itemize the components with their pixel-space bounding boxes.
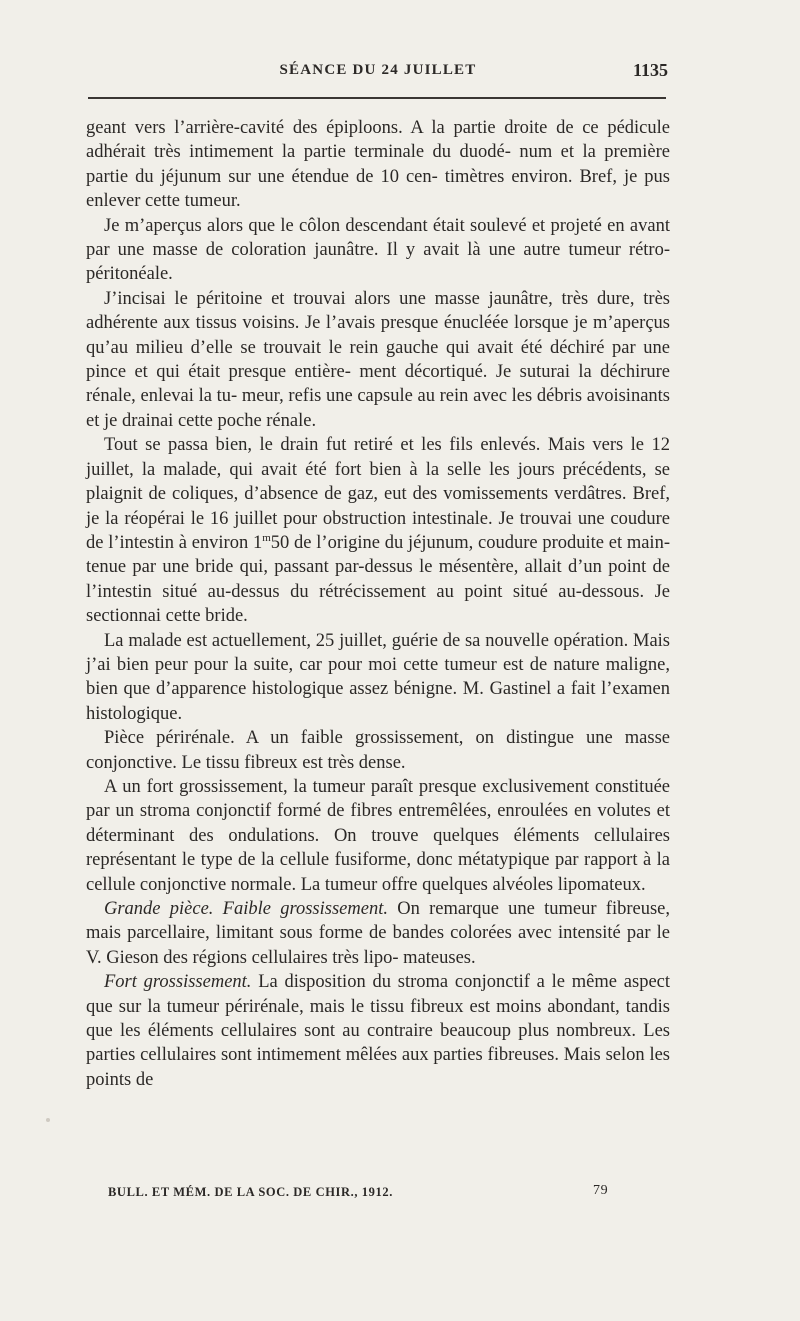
paragraph-4-continuation: 50 de l’origine du jéjunum, coudure produite et main- tenue par une bride qui, passant par-dessus le mésentère, allait d’un point de l’intestin situé au-dessus du rétrécissement au point situé au-dessous. Je sectionnai cette bride.	[86, 532, 670, 627]
paragraph-7: A un fort grossissement, la tumeur paraît presque exclusivement constituée par un stroma conjonctif formé de fibres entremêlées, enroulées en volutes et déterminant des ondulations. On trouve quelques éléments cellulaires représentant le type de la cellule fusiforme, donc métatypique par rapport à la cellule conjonctive normale. La tumeur offre quelques alvéoles lipomateux.	[86, 776, 670, 895]
running-head	[88, 60, 668, 86]
paper-speck	[46, 1118, 50, 1122]
paragraph-1: geant vers l’arrière-cavité des épiploons. A la partie droite de ce pédicule adhérait très intimement la partie terminale du duodé- num et la première partie du jéjunum sur une étendue de 10 cen- timètres environ. Bref, je pus enlever cette tumeur.	[86, 118, 670, 212]
paragraph-9	[86, 970, 670, 1092]
footer-signature-mark: 79	[593, 1183, 609, 1198]
paragraph-5: La malade est actuellement, 25 juillet, guérie de sa nouvelle opération. Mais j’ai bien peur pour la suite, car pour moi cette tumeur est de nature maligne, bien que d’apparence histologique assez bénigne. M. Gastinel a fait l’examen histologique.	[86, 630, 670, 724]
header-rule	[88, 97, 666, 99]
paragraph-8-heading: Grande pièce. Faible grossissement.	[104, 899, 388, 919]
paragraph-4-superscript: m	[262, 531, 271, 544]
paragraph-9-text: La disposition du stroma conjonctif a le même aspect que sur la tumeur périrénale, mais le tissu fibreux est moins abondant, tandis que les éléments cellulaires sont au contraire beaucoup plus nombreux. Les parties cellulaires sont intimement mêlées aux parties fibreuses. Mais selon les points de	[86, 972, 671, 1090]
paragraph-3: J’incisai le péritoine et trouvai alors une masse jaunâtre, très dure, très adhérente aux tissus voisins. Je l’avais presque énucléée lorsque je m’aperçus qu’au milieu d’elle se trouvait le rein gauche qui avait été déchiré par une pince et qui était presque entière- ment décortiqué. Je suturai la déchirure rénale, enlevai la tu- meur, refis une capsule au rein avec les débris avoisinants et je drainai cette poche rénale.	[86, 288, 670, 431]
paragraph-8-text: On remarque une tumeur fibreuse, mais parcellaire, limitant sous forme de bandes colorées avec intensité par le V. Gieson des régions cellulaires très lipo- mateuses.	[86, 899, 670, 968]
paragraph-4-text: Tout se passa bien, le drain fut retiré et les fils enlevés. Mais vers le 12 juillet, la malade, qui avait été fort bien à la selle les jours précédents, se plaignit de coliques, d’absence de gaz, eut des vomissements verdâtres. Bref, je la réopérai le 16 juillet pour obstruction intestinale. Je trouvai une coudure de l’intestin à environ 1	[86, 435, 670, 553]
body-text	[86, 116, 670, 1092]
page-footer	[108, 1183, 608, 1203]
running-title: SÉANCE DU 24 JUILLET	[279, 62, 477, 78]
paragraph-8	[86, 897, 670, 970]
footer-journal: BULL. ET MÉM. DE LA SOC. DE CHIR., 1912.	[108, 1185, 393, 1199]
paragraph-4	[86, 433, 670, 628]
page-number: 1135	[632, 60, 668, 80]
paragraph-2: Je m’aperçus alors que le côlon descendant était soulevé et projeté en avant par une masse de coloration jaunâtre. Il y avait là une autre tumeur rétro-péritonéale.	[86, 215, 670, 285]
paragraph-6: Pièce périrénale. A un faible grossissement, on distingue une masse conjonctive. Le tissu fibreux est très dense.	[86, 728, 670, 773]
paragraph-9-heading: Fort grossissement.	[104, 972, 252, 993]
